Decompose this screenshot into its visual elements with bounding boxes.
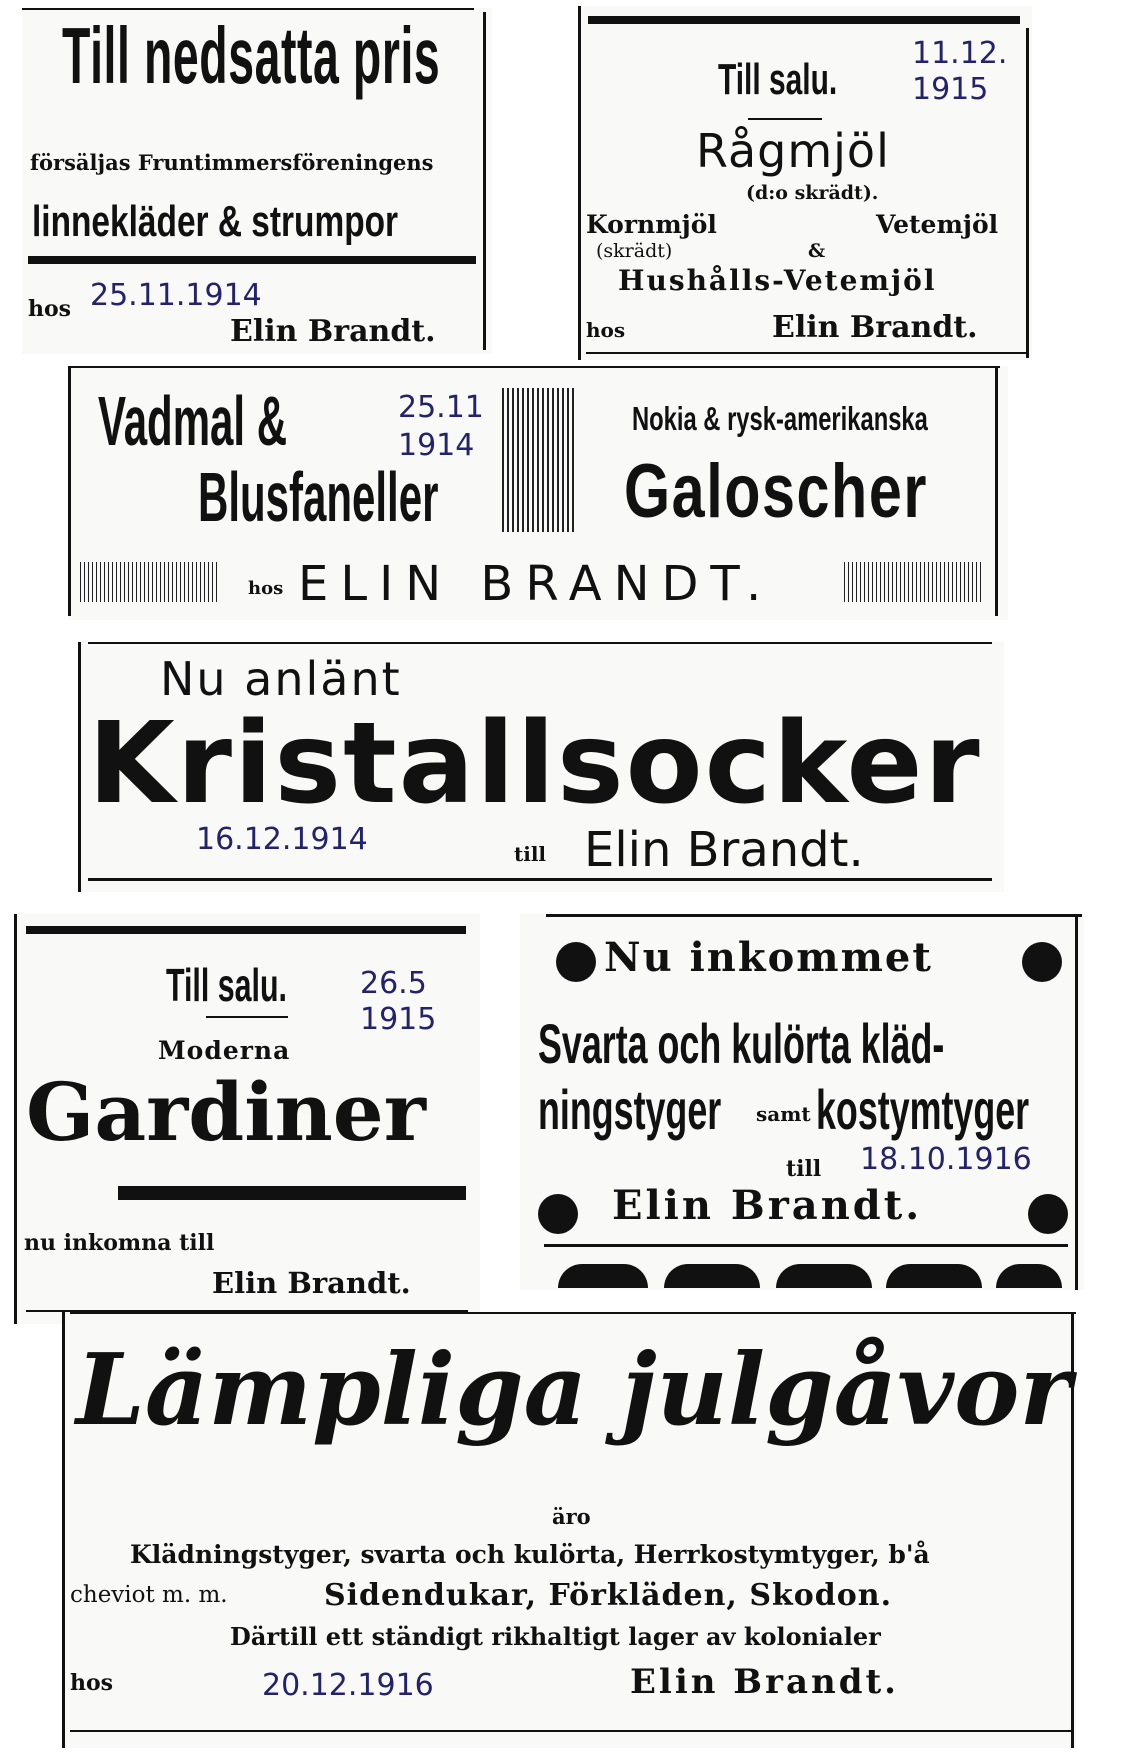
line2b: samt xyxy=(756,1102,811,1126)
right-border xyxy=(995,366,998,616)
headline: Lämpliga julgåvor xyxy=(76,1333,1072,1448)
right-line1: Nokia & rysk-amerikanska xyxy=(632,400,928,437)
seller-name: Elin Brandt. xyxy=(630,1662,900,1702)
right-border xyxy=(483,12,486,350)
sub-label: Moderna xyxy=(158,1036,291,1065)
product-line: linnekläder & strumpor xyxy=(32,197,399,246)
divider xyxy=(748,118,822,120)
right-ornament-bar xyxy=(844,562,984,602)
seller-name: ELIN BRANDT. xyxy=(298,556,774,612)
hos-label: hos xyxy=(586,318,626,342)
seller-name: Elin Brandt. xyxy=(212,1266,411,1300)
scallop-ornament xyxy=(664,1264,760,1288)
date-annotation-line1: 11.12. xyxy=(912,36,1008,71)
item-vetemjol: Vetemjöl xyxy=(876,210,999,239)
bottom-rule xyxy=(70,1730,1072,1732)
inkomna-line: nu inkomna till xyxy=(24,1230,215,1256)
scallop-ornament xyxy=(558,1264,648,1288)
headline: Till salu. xyxy=(718,55,838,104)
product-name: Gardiner xyxy=(26,1065,426,1159)
till-label: till xyxy=(786,1156,822,1182)
line3: Därtill ett ständigt rikhaltigt lager av kolonialer xyxy=(230,1622,881,1651)
headline: Till nedsatta pris xyxy=(62,11,441,100)
line2a: ningstyger xyxy=(538,1078,722,1141)
bottom-rule xyxy=(88,878,992,881)
ad-clipping-3 xyxy=(68,366,1008,620)
item-hushalls-vetemjol: Hushålls-Vetemjöl xyxy=(618,264,937,297)
seller-name: Elin Brandt. xyxy=(584,822,864,878)
scallop-ornament xyxy=(996,1264,1062,1288)
line2c: kostymtyger xyxy=(816,1078,1030,1141)
item-kornmjol-note: (skrädt) xyxy=(596,240,673,262)
seller-name: Elin Brandt. xyxy=(612,1182,923,1229)
ad-clipping-4 xyxy=(78,642,1004,892)
scallop-ornament xyxy=(776,1264,872,1288)
top-rule xyxy=(68,366,1000,368)
left-border xyxy=(68,366,71,616)
top-rule xyxy=(22,8,474,10)
top-rule xyxy=(588,16,1020,24)
scallop-ornament xyxy=(886,1264,982,1288)
product-name: Rågmjöl xyxy=(696,124,890,178)
left-line2: Blusfaneller xyxy=(198,458,439,536)
left-border xyxy=(78,642,81,892)
top-rule xyxy=(26,926,466,934)
bullet-left-bottom xyxy=(538,1194,578,1234)
top-rule xyxy=(88,642,992,644)
bullet-right-top xyxy=(1022,942,1062,982)
bullet-left-top xyxy=(556,942,596,982)
bottom-rule xyxy=(586,352,1026,354)
right-border xyxy=(1071,1312,1074,1748)
left-border xyxy=(578,6,581,360)
right-line2: Galoscher xyxy=(624,449,928,534)
line2b: Sidendukar, Förkläden, Skodon. xyxy=(324,1578,893,1613)
till-label: till xyxy=(514,842,547,866)
date-annotation: 18.10.1916 xyxy=(860,1142,1032,1177)
headline: Nu inkommet xyxy=(604,934,933,981)
left-line1: Vadmal & xyxy=(98,382,288,460)
ad-clipping-6 xyxy=(520,914,1084,1290)
product-note: (d:o skrädt). xyxy=(746,182,879,204)
item-kornmjol: Kornmjöl xyxy=(586,210,717,239)
ad-clipping-5 xyxy=(14,914,480,1324)
right-border xyxy=(1026,28,1029,358)
left-border xyxy=(62,1312,65,1748)
date-annotation-line2: 1914 xyxy=(398,428,475,463)
bullet-right-bottom xyxy=(1028,1194,1068,1234)
line2a: cheviot m. m. xyxy=(70,1582,228,1608)
line1: Svarta och kulörta kläd- xyxy=(538,1012,945,1075)
underline-rule xyxy=(28,256,476,264)
line1: Klädningstyger, svarta och kulörta, Herrkostymtyger, b'å xyxy=(130,1540,930,1569)
mid-rule xyxy=(544,1244,1068,1247)
top-rule xyxy=(70,1312,1076,1314)
left-border xyxy=(14,914,17,1324)
hos-label: hos xyxy=(70,1670,114,1696)
divider xyxy=(206,1016,288,1018)
seller-name: Elin Brandt. xyxy=(772,310,978,345)
hos-label: hos xyxy=(28,296,72,322)
ampersand: & xyxy=(808,240,826,262)
ad-clipping-7 xyxy=(62,1312,1076,1748)
date-annotation: 20.12.1916 xyxy=(262,1668,434,1703)
date-annotation-line1: 26.5 xyxy=(360,966,427,1001)
right-border xyxy=(1075,914,1078,1290)
left-ornament-bar xyxy=(80,562,220,602)
hos-label: hos xyxy=(248,578,284,599)
top-rule xyxy=(546,914,1082,917)
ad-clipping-1 xyxy=(22,8,492,354)
date-annotation-line2: 1915 xyxy=(912,72,989,107)
date-annotation-line2: 1915 xyxy=(360,1002,437,1037)
center-ornament xyxy=(502,388,574,532)
intro-line: Nu anlänt xyxy=(160,652,402,706)
seller-name: Elin Brandt. xyxy=(230,314,436,349)
date-annotation: 25.11.1914 xyxy=(90,278,262,313)
subline: försäljas Fruntimmersföreningens xyxy=(30,150,434,175)
headline: Till salu. xyxy=(166,959,287,1011)
aro-label: äro xyxy=(552,1504,591,1529)
date-annotation: 16.12.1914 xyxy=(196,822,368,857)
date-annotation-line1: 25.11 xyxy=(398,390,484,425)
headline: Kristallsocker xyxy=(88,699,982,829)
ad-clipping-2 xyxy=(578,6,1032,360)
underline-rule xyxy=(118,1186,466,1200)
